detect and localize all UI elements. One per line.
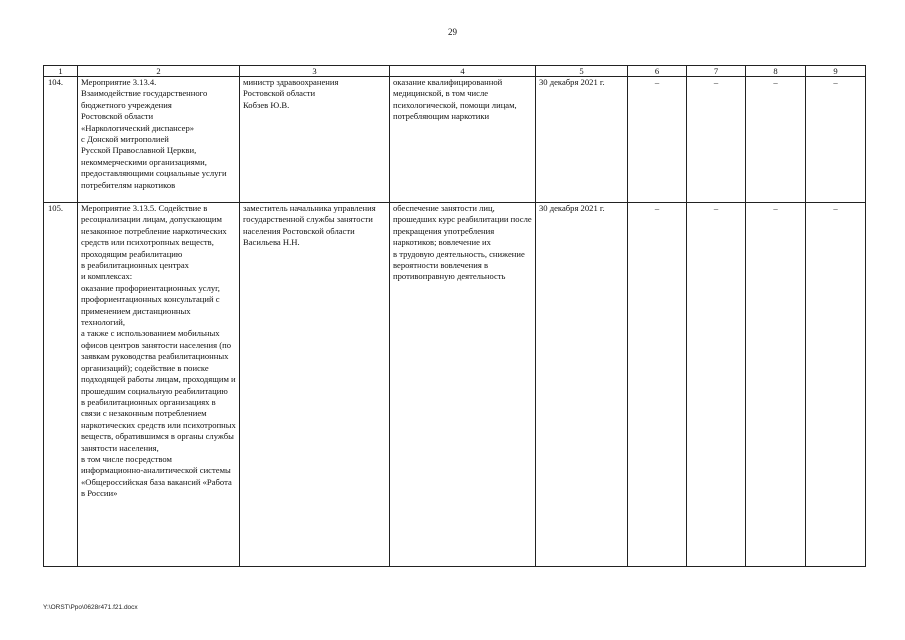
dash-cell: – [628,77,687,203]
page-number: 29 [448,27,457,37]
dash-cell: – [806,77,866,203]
dash-cell: – [628,203,687,567]
activities-table [43,65,866,567]
table-row [44,203,866,567]
activity-cell: Мероприятие 3.13.4. Взаимодействие государственного бюджетного учреждения Ростовской области «Наркологический диспансер» с Донской митрополией Русской Православной Церкви, некоммерческими организациями, предоставляющими социальные услуги потребителям наркотиков [78,77,240,203]
deadline-cell: 30 декабря 2021 г. [536,203,628,567]
column-header: 2 [78,66,240,77]
column-header: 7 [687,66,746,77]
responsible-cell: заместитель начальника управления государственной службы занятости населения Ростовской области Васильева Н.Н. [240,203,390,567]
deadline-cell: 30 декабря 2021 г. [536,77,628,203]
file-path-footer: Y:\ORST\Ppo\0628r471.f21.docx [43,604,138,611]
row-number: 105. [44,203,78,567]
column-header: 1 [44,66,78,77]
column-header: 3 [240,66,390,77]
dash-cell: – [806,203,866,567]
dash-cell: – [687,77,746,203]
column-number-row [44,66,866,77]
table-row [44,77,866,203]
dash-cell: – [687,203,746,567]
column-header: 9 [806,66,866,77]
dash-cell: – [746,203,806,567]
column-header: 4 [390,66,536,77]
responsible-cell: министр здравоохранения Ростовской области Кобзев Ю.В. [240,77,390,203]
column-header: 8 [746,66,806,77]
result-cell: обеспечение занятости лиц, прошедших курс реабилитации после прекращения употребления наркотиков; вовлечение их в трудовую деятельность, снижение вероятности вовлечения в противоправную деятельность [390,203,536,567]
activity-cell: Мероприятие 3.13.5. Содействие в ресоциализации лицам, допускающим незаконное потребление наркотических средств или психотропных веществ, проходящим реабилитацию в реабилитационных центрах и комплексах: оказание профориентационных услуг, профориентационных консультаций с применением дистанционных технологий, а также с использованием мобильных офисов центров занятости населения (по заявкам руководства реабилитационных организаций); содействие в поиске подходящей работы лицам, проходящим и прошедшим социальную реабилитацию в реабилитационных организациях в связи с незаконным потреблением наркотических средств или психотропных веществ, обратившимся в органы службы занятости населения, в том числе посредством информационно-аналитической системы «Общероссийская база вакансий «Работа в России» [78,203,240,567]
result-cell: оказание квалифицированной медицинской, в том числе психологической, помощи лицам, потребляющим наркотики [390,77,536,203]
row-number: 104. [44,77,78,203]
column-header: 6 [628,66,687,77]
column-header: 5 [536,66,628,77]
dash-cell: – [746,77,806,203]
